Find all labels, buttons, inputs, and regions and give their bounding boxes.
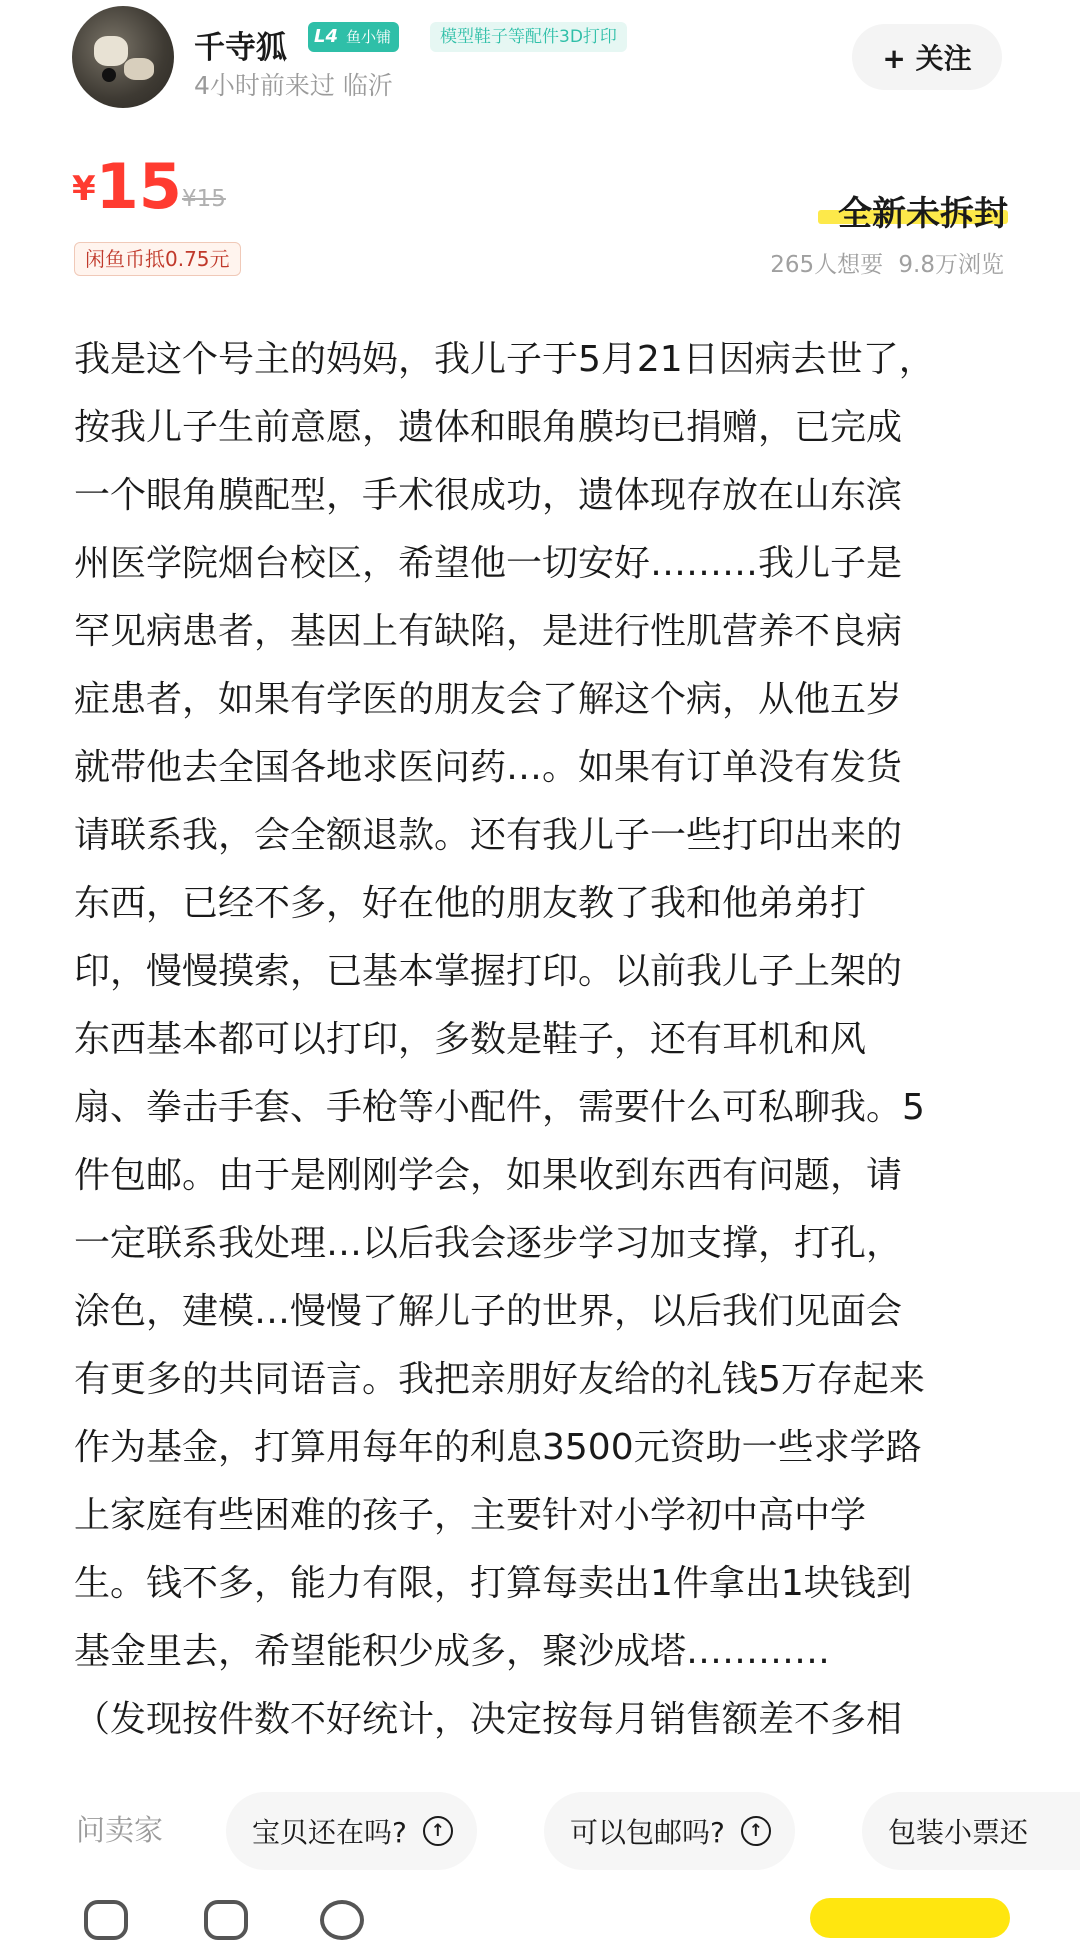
comment-icon[interactable]: [204, 1900, 248, 1940]
description-line: 上家庭有些困难的孩子，主要针对小学初中高中学: [74, 1495, 867, 1536]
quick-question-chip[interactable]: [544, 1792, 795, 1870]
description-line: 一个眼角膜配型，手术很成功，遗体现存放在山东滨: [74, 475, 903, 516]
product-stats: 265人想要 9.8万浏览: [770, 252, 1004, 278]
description-line: 州医学院烟台校区，希望他一切安好………我儿子是: [74, 543, 903, 584]
description-line: 印，慢慢摸索，已基本掌握打印。以前我儿子上架的: [74, 951, 903, 992]
description-line: （发现按件数不好统计，决定按每月销售额差不多相: [74, 1699, 903, 1740]
quick-question-chip[interactable]: [226, 1792, 477, 1870]
description-line: 涂色，建模…慢慢了解儿子的世界，以后我们见面会: [74, 1291, 903, 1332]
description-line: 生。钱不多，能力有限，打算每卖出1件拿出1块钱到: [74, 1563, 912, 1604]
description-line: 扇、拳击手套、手枪等小配件，需要什么可私聊我。5: [74, 1087, 925, 1128]
price-currency: ¥: [72, 169, 96, 209]
share-icon[interactable]: [320, 1900, 364, 1940]
description-line: 东西，已经不多，好在他的朋友教了我和他弟弟打: [74, 883, 867, 924]
description-line: 就带他去全国各地求医问药…。如果有订单没有发货: [74, 747, 903, 788]
description-line: 有更多的共同语言。我把亲朋好友给的礼钱5万存起来: [74, 1359, 925, 1400]
product-description: [74, 326, 1014, 1754]
seller-avatar[interactable]: [72, 6, 174, 108]
ask-seller-bar: [0, 1786, 1080, 1878]
buy-button[interactable]: [810, 1898, 1010, 1938]
seller-name[interactable]: 千寺狐: [194, 30, 287, 66]
description-line: 作为基金，打算用每年的利息3500元资助一些求学路: [74, 1427, 922, 1468]
chip-label: 可以包邮吗?: [570, 1816, 725, 1849]
seller-meta: 4小时前来过 临沂: [194, 71, 393, 100]
level-name: 鱼小铺: [344, 22, 399, 52]
favorite-icon[interactable]: [84, 1900, 128, 1940]
description-line: 症患者，如果有学医的朋友会了解这个病，从他五岁: [74, 679, 903, 720]
arrow-up-icon: ↑: [423, 1816, 453, 1846]
chip-label: 包装小票还: [888, 1816, 1029, 1849]
follow-button[interactable]: + 关注: [852, 24, 1002, 90]
seller-tag: 模型鞋子等配件3D打印: [430, 22, 627, 52]
bottom-action-bar: [0, 1896, 1080, 1916]
description-line: 按我儿子生前意愿，遗体和眼角膜均已捐赠，已完成: [74, 407, 903, 448]
description-line: 件包邮。由于是刚刚学会，如果收到东西有问题，请: [74, 1155, 903, 1196]
arrow-up-icon: ↑: [741, 1816, 771, 1846]
original-price: ¥15: [182, 186, 226, 212]
description-line: 基金里去，希望能积少成多，聚沙成塔…………: [74, 1631, 831, 1672]
description-line: 东西基本都可以打印，多数是鞋子，还有耳机和风: [74, 1019, 867, 1060]
price-value: 15: [95, 150, 182, 223]
level-number: L4: [308, 22, 344, 52]
ask-seller-label: 问卖家: [76, 1813, 164, 1847]
quick-question-chip[interactable]: [862, 1792, 1080, 1870]
condition-label: 全新未拆封: [838, 194, 1008, 234]
description-line: 请联系我，会全额退款。还有我儿子一些打印出来的: [74, 815, 903, 856]
description-line: 我是这个号主的妈妈，我儿子于5月21日因病去世了，: [74, 339, 935, 380]
chip-label: 宝贝还在吗?: [252, 1816, 407, 1849]
description-line: 罕见病患者，基因上有缺陷，是进行性肌营养不良病: [74, 611, 903, 652]
coin-deduction-tag: 闲鱼币抵0.75元: [74, 242, 241, 276]
price: [72, 150, 182, 223]
seller-level-badge: [308, 22, 399, 52]
description-line: 一定联系我处理…以后我会逐步学习加支撑，打孔，: [74, 1223, 903, 1264]
